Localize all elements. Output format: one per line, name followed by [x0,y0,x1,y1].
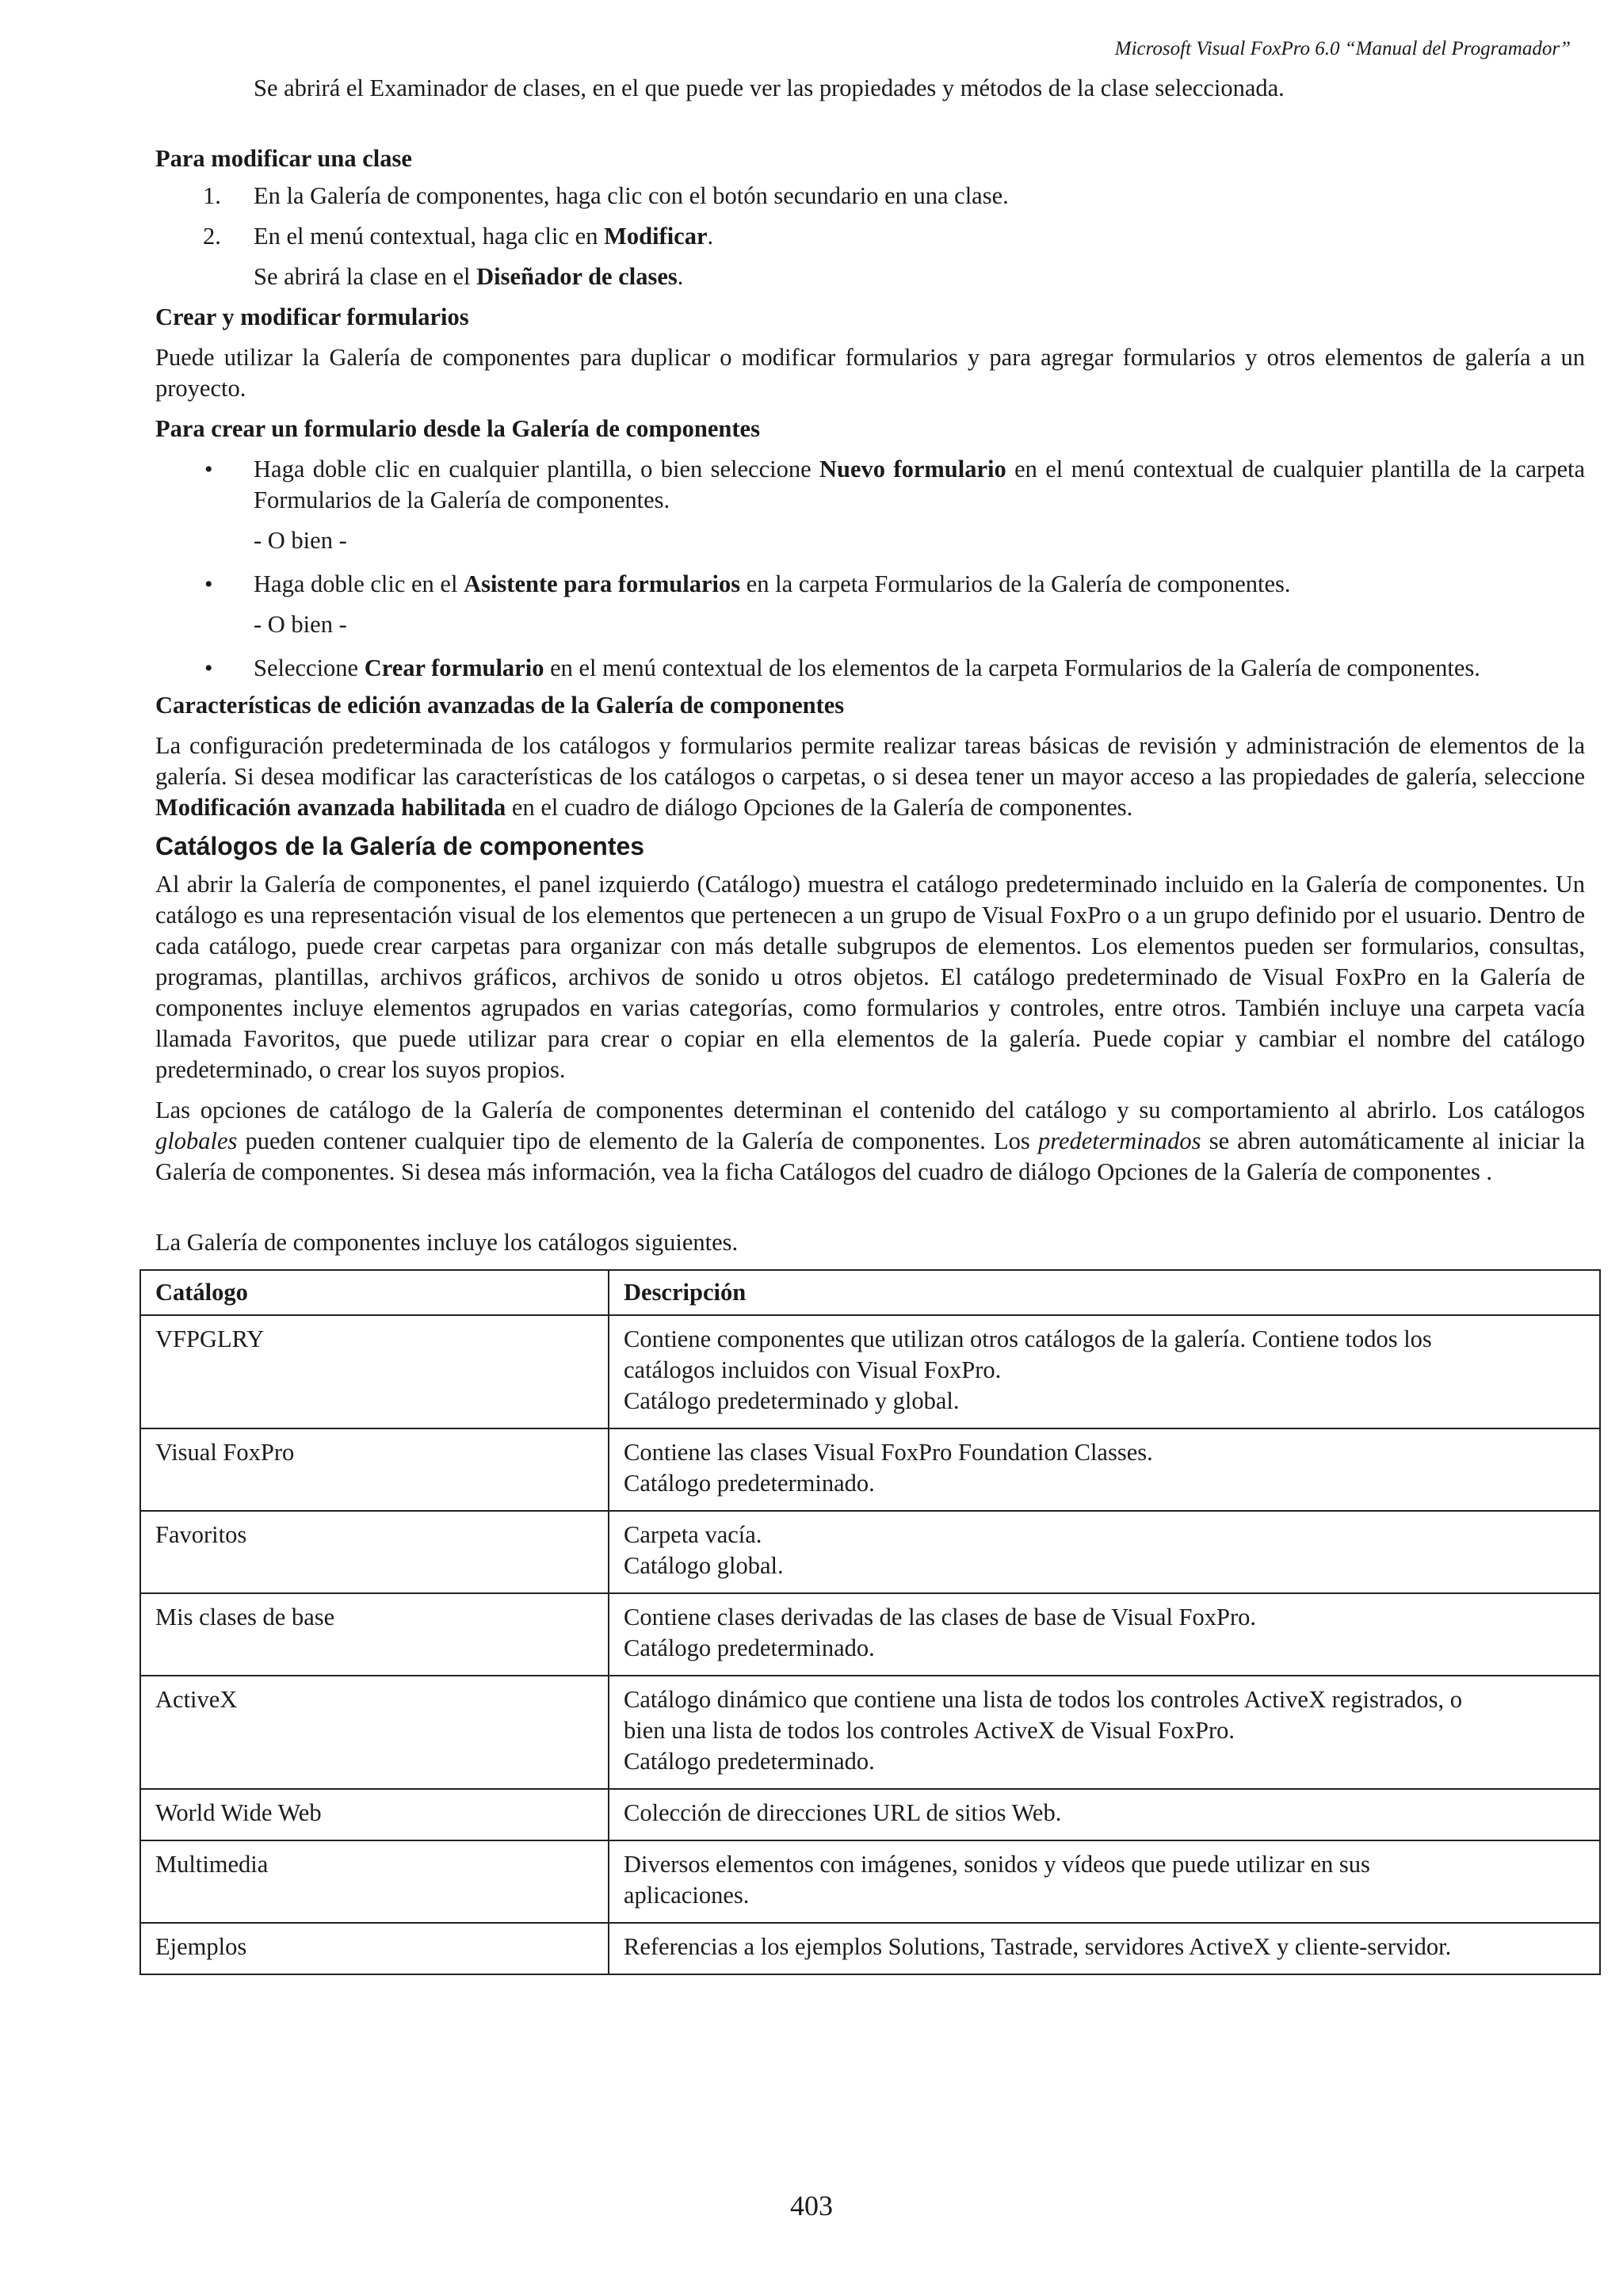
description-line: Catálogo predeterminado. [624,1748,875,1775]
catalog-description-cell [609,1593,1600,1676]
table-header-row [140,1270,1600,1315]
step-result [155,261,1585,292]
catalog-description-cell [609,1789,1600,1840]
catalog-name-cell: Ejemplos [140,1923,609,1974]
catalogs-heading: Catálogos de la Galería de componentes [155,832,645,860]
page-number: 403 [790,2190,833,2222]
catalogs-paragraph-1: Al abrir la Galería de componentes, el panel izquierdo (Catálogo) muestra el catálogo predeterminado incluido en la Galería de componentes. Un catálogo es una representación visual de los elementos que pertenecen a un grupo de Visual FoxPro o a un grupo definido por el usuario. Dentro de cada catálogo, puede crear carpetas para organizar con más detalle subgrupos de elementos. Los elementos pueden ser formularios, consultas, programas, plantillas, archivos gráficos, archivos de sonido u otros objetos. El catálogo predeterminado de Visual FoxPro en la Galería de componentes incluye elementos agrupados en varias categorías, como formularios y controles, entre otros. También incluye una carpeta vacía llamada Favoritos, que puede utilizar para crear o copiar en ella elementos de la galería. Puede copiar y cambiar el nombre del catálogo predeterminado, o crear los suyos propios. [155,871,1585,1083]
bullet-1-bold: Nuevo formulario [819,456,1006,482]
create-form-heading: Para crear un formulario desde la Galería de componentes [155,415,760,442]
step-result-end: . [677,263,684,290]
or-separator-2: - O bien - [254,611,347,638]
forms-paragraph: Puede utilizar la Galería de componentes para duplicar o modificar formularios y para agregar formularios y otros elementos de galería a un proyecto. [155,344,1585,402]
bullet-1-mark: • [204,456,213,482]
step-result-text: Se abrirá la clase en el [254,263,477,290]
intro-line: Se abrirá el Examinador de clases, en el que puede ver las propiedades y métodos de la clase seleccionada. [254,74,1285,101]
catalog-name-cell: Visual FoxPro [140,1428,609,1511]
advanced-paragraph [155,730,1585,823]
description-line: Referencias a los ejemplos Solutions, Tastrade, servidores ActiveX y cliente-servidor. [624,1933,1452,1960]
catalogs-p2-c: se abren automáticamente al iniciar la Galería de componentes. Si desea más información, vea la ficha Catálogos del cuadro de diálogo Opciones de la Galería de componentes . [155,1127,1586,1185]
or-separator-1: - O bien - [254,527,347,554]
catalog-description-cell [609,1676,1600,1789]
bullet-3-mark: • [204,655,213,681]
catalogs-p2-default: predeterminados [1037,1127,1201,1154]
step-2 [155,221,1585,252]
step-1-number: 1. [203,182,221,209]
step-1-text: En la Galería de componentes, haga clic con el botón secundario en una clase. [254,182,1009,209]
bullet-2-end: en la carpeta Formularios de la Galería de componentes. [740,570,1291,597]
table-row [140,1923,1600,1974]
catalog-description-cell [609,1923,1600,1974]
catalogs-p2-b: pueden contener cualquier tipo de elemento de la Galería de componentes. Los [237,1127,1038,1154]
bullet-2-text: Haga doble clic en el [254,570,464,597]
catalogs-paragraph-2 [155,1095,1585,1188]
step-2-end: . [707,223,714,250]
table-body [140,1315,1600,1974]
catalog-name-cell: VFPGLRY [140,1315,609,1428]
modify-class-heading: Para modificar una clase [155,145,412,172]
catalogs-p2-global: globales [155,1127,238,1154]
description-line: Catálogo dinámico que contiene una lista de todos los controles ActiveX registrados, o [624,1686,1462,1713]
column-header-description: Descripción [609,1270,1600,1315]
description-line: aplicaciones. [624,1882,750,1909]
advanced-heading: Características de edición avanzadas de la Galería de componentes [155,692,845,719]
description-line: Catálogo global. [624,1552,784,1579]
catalogs-table [139,1269,1601,1975]
table-row [140,1593,1600,1676]
catalog-description-cell [609,1315,1600,1428]
catalog-description-cell [609,1840,1600,1923]
catalog-name-cell: World Wide Web [140,1789,609,1840]
running-header: Microsoft Visual FoxPro 6.0 “Manual del Programador” [1114,38,1571,59]
description-line: bien una lista de todos los controles ActiveX de Visual FoxPro. [624,1717,1235,1744]
table-row [140,1789,1600,1840]
table-row [140,1676,1600,1789]
table-row [140,1511,1600,1593]
catalog-name-cell: Multimedia [140,1840,609,1923]
bullet-3-bold: Crear formulario [364,654,544,681]
step-result-bold: Diseñador de clases [476,263,678,290]
bullet-3-end: en el menú contextual de los elementos de la carpeta Formularios de la Galería de componentes. [544,654,1480,681]
description-line: Catálogo predeterminado. [624,1470,875,1497]
description-line: Contiene clases derivadas de las clases de base de Visual FoxPro. [624,1604,1257,1630]
catalog-name-cell: Favoritos [140,1511,609,1593]
description-line: Catálogo predeterminado y global. [624,1387,960,1414]
bullet-3-text: Seleccione [254,654,365,681]
bullet-1-text: Haga doble clic en cualquier plantilla, o bien seleccione [254,456,820,482]
catalogs-p2-a: Las opciones de catálogo de la Galería de componentes determinan el contenido del catálogo y su comportamiento al abrirlo. Los catálogos [155,1097,1585,1123]
column-header-catalog: Catálogo [140,1270,609,1315]
description-line: Contiene las clases Visual FoxPro Foundation Classes. [624,1439,1153,1466]
step-1 [155,181,1585,212]
bullet-3 [155,653,1585,684]
advanced-text: La configuración predeterminada de los catálogos y formularios permite realizar tareas básicas de revisión y administración de elementos de la galería. Si desea modificar las características de los catálogos o carpetas, o si desea tener un mayor acceso a las propiedades de galería, seleccione [155,732,1585,790]
catalog-description-cell [609,1511,1600,1593]
bullet-1 [155,454,1585,516]
catalog-description-cell [609,1428,1600,1511]
catalog-name-cell: ActiveX [140,1676,609,1789]
description-line: Contiene componentes que utilizan otros catálogos de la galería. Contiene todos los [624,1325,1432,1352]
bullet-2-mark: • [204,571,213,597]
description-line: Colección de direcciones URL de sitios Web. [624,1799,1062,1826]
advanced-bold: Modificación avanzada habilitada [155,794,506,821]
forms-heading: Crear y modificar formularios [155,303,469,330]
step-2-text: En el menú contextual, haga clic en [254,223,605,250]
bullet-2-bold: Asistente para formularios [464,570,741,597]
page-content [155,73,1585,1975]
bullet-2 [155,569,1585,600]
table-row [140,1840,1600,1923]
step-2-number: 2. [203,223,221,250]
catalog-name-cell: Mis clases de base [140,1593,609,1676]
description-line: Carpeta vacía. [624,1521,762,1548]
table-row [140,1428,1600,1511]
description-line: Diversos elementos con imágenes, sonidos y vídeos que puede utilizar en sus [624,1851,1370,1878]
table-intro: La Galería de componentes incluye los catálogos siguientes. [155,1229,739,1256]
table-row [140,1315,1600,1428]
advanced-end: en el cuadro de diálogo Opciones de la Galería de componentes. [506,794,1133,821]
step-2-bold: Modificar [604,223,708,250]
description-line: Catálogo predeterminado. [624,1634,875,1661]
bullet-1-end: en el menú contextual de cualquier plantilla de la carpeta Formularios de la Galería de componentes. [254,456,1585,513]
description-line: catálogos incluidos con Visual FoxPro. [624,1356,1002,1383]
